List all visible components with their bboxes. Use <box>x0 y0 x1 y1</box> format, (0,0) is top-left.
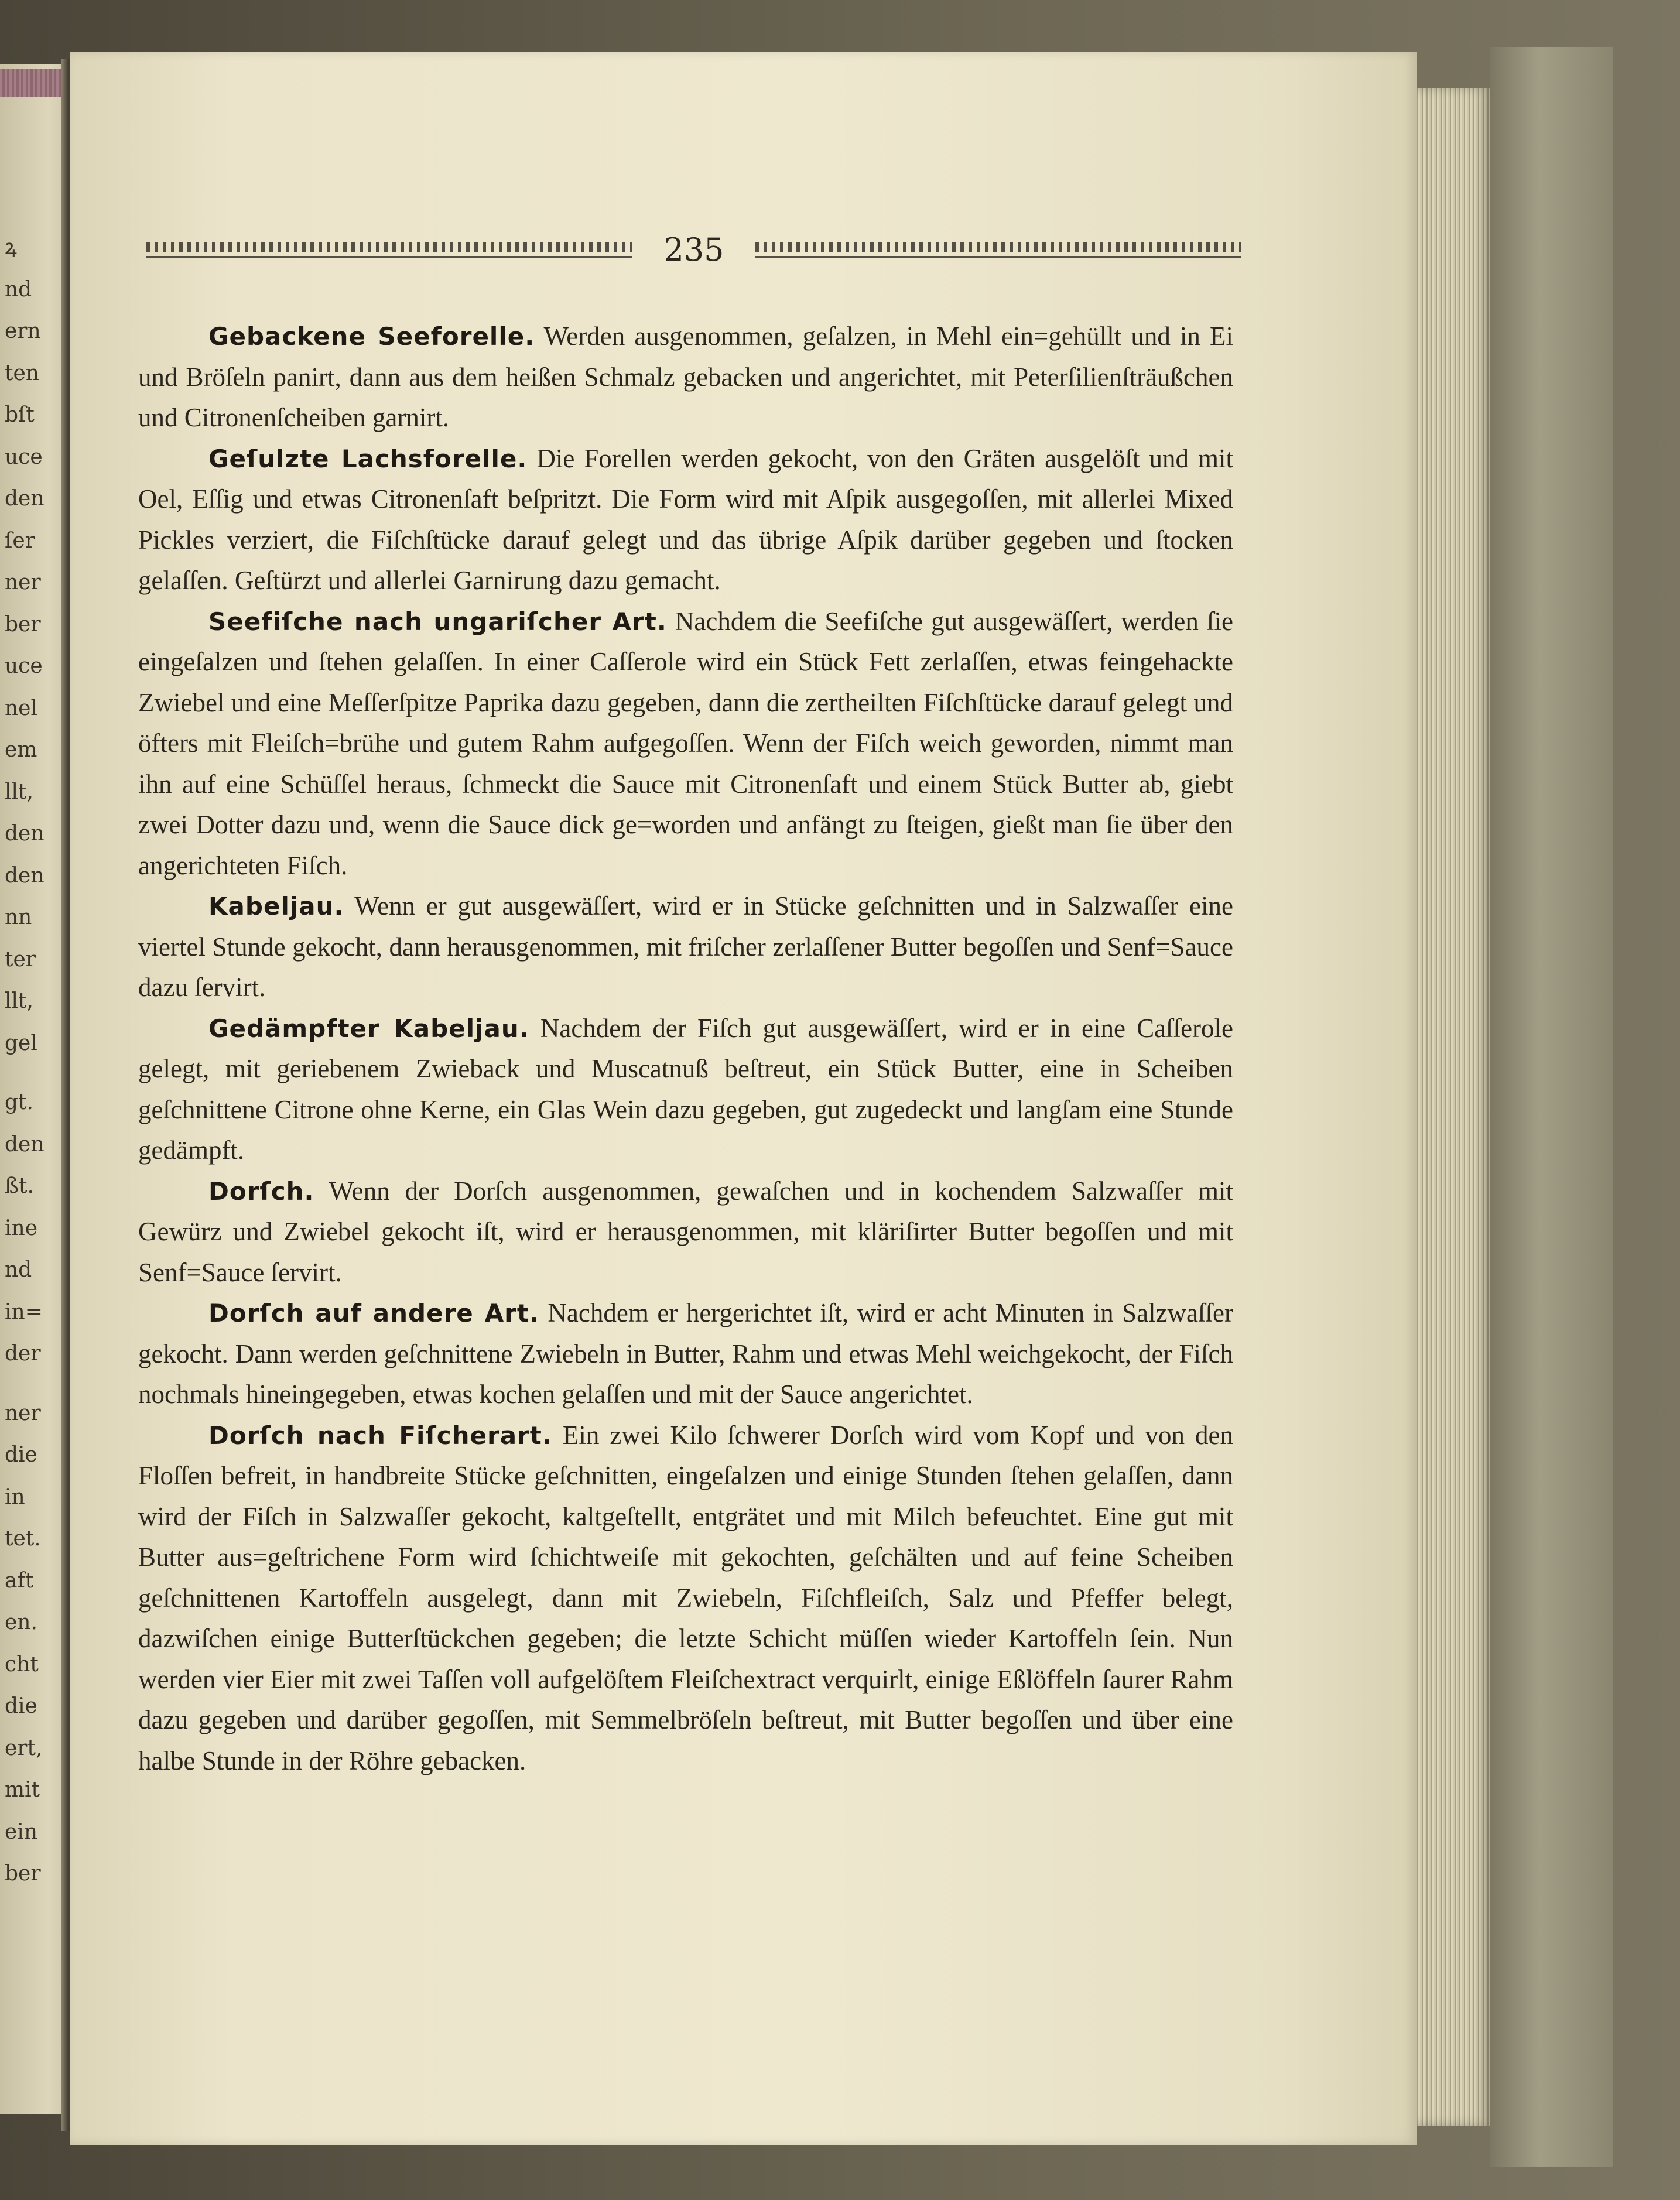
previous-page-fragment: nel <box>5 696 38 720</box>
previous-page-fragment: uce <box>5 444 43 469</box>
previous-page-fragment: gel <box>5 1031 37 1055</box>
previous-page-fragment: den <box>5 863 45 888</box>
recipe-title: Gebackene Seeforelle. <box>208 322 535 351</box>
recipe-text: Wenn er gut ausgewäſſert, wird er in Stücke geſchnitten und in Salzwaſſer eine viertel Stunde gekocht, dann herausgenommen, mit friſcher zerlaſſener Butter begoſſen und Senf=Sauce dazu ſervirt. <box>138 891 1233 1002</box>
previous-page-fragment: bſt <box>5 403 35 427</box>
recipe-text: Wenn der Dorſch ausgenommen, gewaſchen und in kochendem Salzwaſſer mit Gewürz und Zwiebel gekocht iſt, wird er herausgenommen, mit kläriſirter Butter begoſſen und mit Senf=Sauce ſervirt. <box>138 1176 1234 1287</box>
recipe-text: Die Forellen werden gekocht, von den Gräten ausgelöſt und mit Oel, Eſſig und etwas Citronenſaft beſpritzt. Die Form wird mit Aſpik ausgegoſſen, mit allerlei Mixed Pickles verziert, die Fiſchſtücke darauf gelegt und das übrige Aſpik darüber gegeben und ſtocken gelaſſen. Geſtürzt und allerlei Garnirung dazu gemacht. <box>138 443 1234 595</box>
recipe-entry <box>138 1293 1233 1415</box>
running-header <box>146 231 1241 272</box>
previous-page-fragment: den <box>5 822 45 846</box>
ornament-rule-right <box>755 242 1241 259</box>
previous-page-fragment: ert, <box>5 1736 43 1760</box>
previous-page-fragment: nd <box>5 277 32 302</box>
previous-page-fragment: llt, <box>5 989 33 1013</box>
recipe-title: Dorſch nach Fiſcherart. <box>208 1421 552 1450</box>
previous-page-fragment: en. <box>5 1610 37 1634</box>
previous-page-fragment: ßt. <box>5 1174 34 1198</box>
previous-page-fragment: ꝝ <box>5 235 17 259</box>
previous-page-fragment: der <box>5 1342 41 1366</box>
recipe-title: Dorſch. <box>208 1176 314 1206</box>
recipe-title: Kabeljau. <box>208 892 344 921</box>
previous-page-fragment: tet. <box>5 1527 41 1551</box>
previous-page-fragment: in= <box>5 1299 43 1324</box>
previous-page-fragment: ern <box>5 319 41 343</box>
recipe-text: Nachdem der Fiſch gut ausgewäſſert, wird er in eine Caſſerole gelegt, mit geriebenem Zwieback und Muscatnuß beſtreut, ein Stück Butter, eine in Scheiben geſchnittene Citrone ohne Kerne, ein Glas Wein dazu gegeben, gut zugedeckt und langſam eine Stunde gedämpft. <box>138 1013 1233 1165</box>
recipe-entry <box>138 886 1233 1008</box>
previous-page-fragment: ter <box>5 947 36 971</box>
previous-page-fragment: ein <box>5 1819 38 1844</box>
previous-page-fragment: nd <box>5 1258 32 1282</box>
previous-page-fragment: ten <box>5 361 39 385</box>
recipe-title: Geſulzte Lachsforelle. <box>208 444 528 473</box>
recipe-entry <box>138 1415 1233 1782</box>
recipe-entry <box>138 316 1233 439</box>
previous-page-fragment: llt, <box>5 779 33 804</box>
recipe-title: Gedämpfter Kabeljau. <box>208 1014 529 1043</box>
previous-page-fragment: ber <box>5 612 41 637</box>
previous-page-fragment: ner <box>5 1401 41 1425</box>
previous-page-fragment: cht <box>5 1652 39 1676</box>
recipe-entry <box>138 601 1233 887</box>
book-cover-edge <box>1490 47 1613 2167</box>
previous-page-fragment: den <box>5 1132 45 1157</box>
previous-page-fragment: ine <box>5 1216 38 1240</box>
recipe-entry <box>138 439 1233 601</box>
book-binding-thread <box>0 69 69 97</box>
page-number: 235 <box>663 231 724 268</box>
recipe-text: Werden ausgenommen, geſalzen, in Mehl ein=gehüllt und in Ei und Bröſeln panirt, dann aus dem heißen Schmalz gebacken und angerichtet, mit Peterſilienſträußchen und Citronenſcheiben garnirt. <box>138 321 1234 432</box>
previous-page-fragment: ſer <box>5 528 35 553</box>
previous-page-fragment: mit <box>5 1778 40 1802</box>
recipe-entry <box>138 1008 1233 1171</box>
recipe-text: Nachdem die Seefiſche gut ausgewäſſert, werden ſie eingeſalzen und ſtehen gelaſſen. In einer Caſſerole wird ein Stück Fett zerlaſſen, etwas feingehackte Zwiebel und eine Meſſerſpitze Paprika dazu gegeben, dann die zertheilten Fiſchſtücke darauf gelegt und öfters mit Fleiſch=brühe und gutem Rahm aufgegoſſen. Wenn der Fiſch weich geworden, nimmt man ihn auf eine Schüſſel heraus, ſchmeckt die Sauce mit Citronenſaft und einem Stück Butter ab, giebt zwei Dotter dazu und, wenn die Sauce dick ge=worden und anfängt zu ſteigen, gießt man ſie über den angerichteten Fiſch. <box>138 606 1234 880</box>
page-body <box>138 316 1233 1781</box>
recipe-text: Nachdem er hergerichtet iſt, wird er acht Minuten in Salzwaſſer gekocht. Dann werden geſchnittene Zwiebeln in Butter, Rahm und etwas Mehl weichgekocht, der Fiſch nochmals hineingegeben, etwas kochen gelaſſen und mit der Sauce angerichtet. <box>138 1298 1233 1409</box>
previous-page-fragment: den <box>5 487 45 511</box>
previous-page-fragment: die <box>5 1694 37 1718</box>
previous-page-fragment: em <box>5 738 37 762</box>
previous-page-fragment: ner <box>5 570 41 594</box>
recipe-entry <box>138 1171 1233 1294</box>
recipe-text: Ein zwei Kilo ſchwerer Dorſch wird vom Kopf und von den Floſſen befreit, in handbreite Stücke geſchnitten, eingeſalzen und einige Stunden ſtehen gelaſſen, dann wird der Fiſch in Salzwaſſer gekocht, kaltgeſtellt, entgrätet und mit Milch befeuchtet. Eine gut mit Butter aus=geſtrichene Form wird ſchichtweiſe mit gekochten, geſchälten und auf feine Scheiben geſchnittenen Kartoffeln ausgelegt, dann mit Zwiebeln, Fiſchfleiſch, Salz und Pfeffer belegt, dazwiſchen einige Butterſtückchen gegeben; die letzte Schicht müſſen wieder Kartoffeln ſein. Nun werden vier Eier mit zwei Taſſen voll aufgelöſtem Fleiſchextract verquirlt, einige Eßlöffeln ſaurer Rahm dazu gegeben und darüber gegoſſen, mit Semmelbröſeln beſtreut, mit Butter begoſſen und über eine halbe Stunde in der Röhre gebacken. <box>138 1420 1233 1775</box>
previous-page-fragment: uce <box>5 654 43 678</box>
previous-page-fragment: aft <box>5 1568 34 1593</box>
recipe-title: Dorſch auf andere Art. <box>208 1299 539 1327</box>
previous-page-fragment: die <box>5 1443 37 1467</box>
previous-page-fragment: nn <box>5 905 32 929</box>
previous-page-fragment: gt. <box>5 1090 33 1114</box>
recipe-title: Seefiſche nach ungariſcher Art. <box>208 607 667 636</box>
previous-page-fragment: in <box>5 1484 25 1509</box>
ornament-rule-left <box>146 242 632 259</box>
previous-page-fragment: ber <box>5 1862 41 1886</box>
